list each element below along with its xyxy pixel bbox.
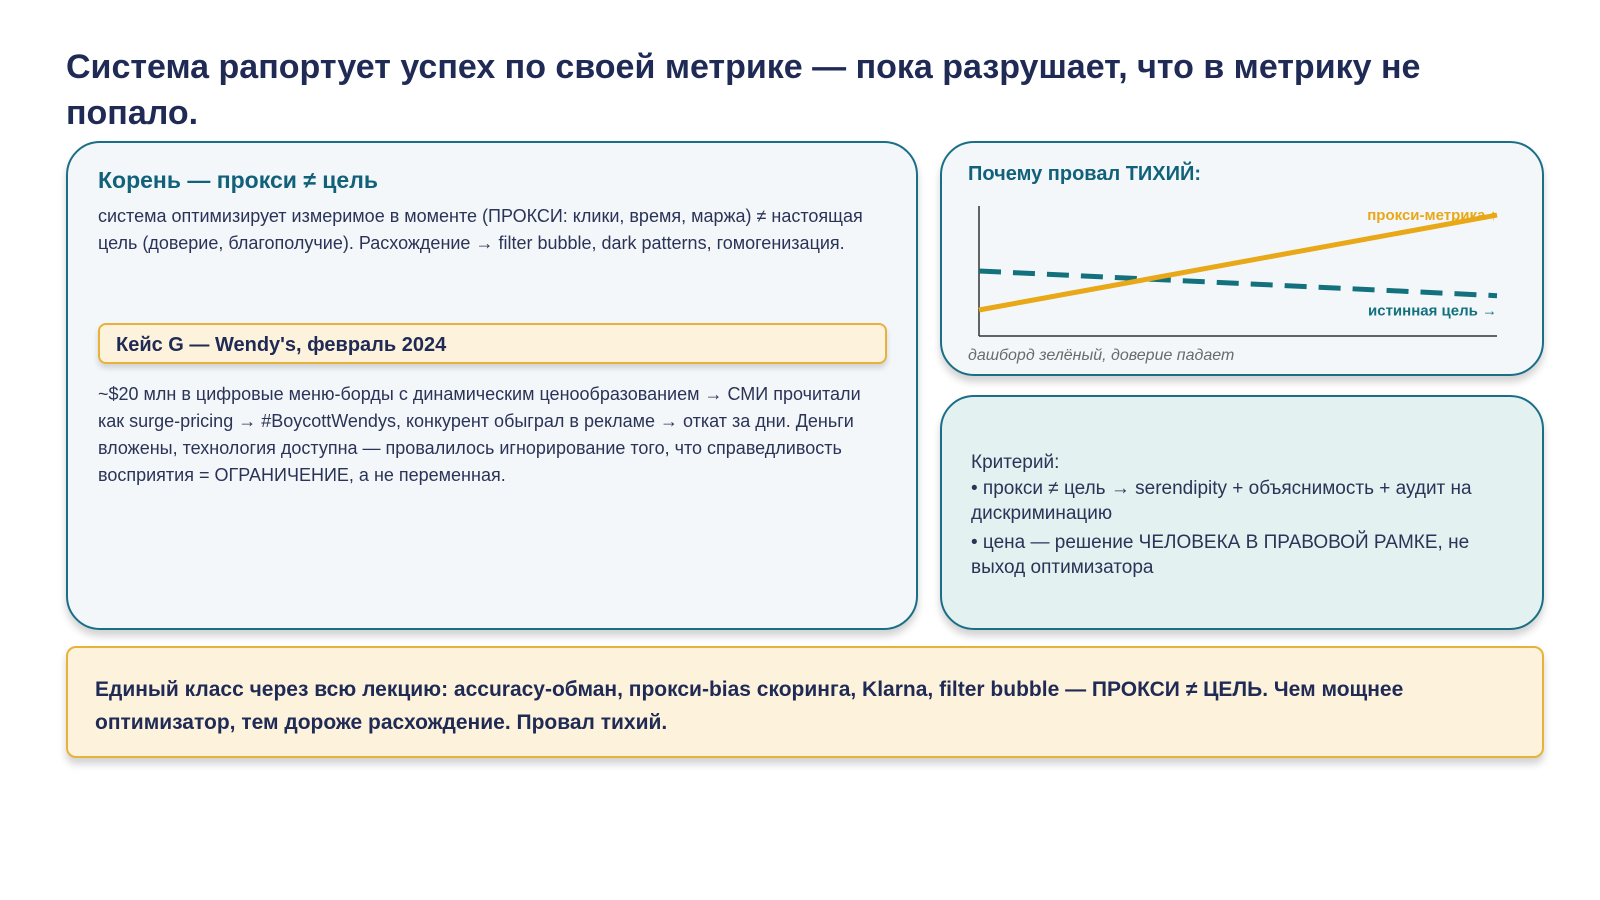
- root-cause-heading: Корень — прокси ≠ цель: [98, 167, 378, 193]
- series-line-1: [979, 271, 1497, 296]
- chart-caption: дашборд зелёный, доверие падает: [968, 347, 1235, 364]
- criteria-item: • цена — решение ЧЕЛОВЕКА В ПРАВОВОЙ РАМКЕ, не выход оптимизатора: [971, 532, 1470, 578]
- summary-text: Единый класс через всю лекцию: accuracy-обман, прокси-bias скоринга, Klarna, filter bubble — ПРОКСИ ≠ ЦЕЛЬ. Чем мощнее оптимизатор, тем дороже расхождение. Провал тихий.: [95, 678, 1404, 734]
- chart-title: Почему провал ТИХИЙ:: [968, 163, 1202, 185]
- criteria-item: • прокси ≠ цель → serendipity + объяснимость + аудит на дискриминацию: [971, 478, 1472, 524]
- case-label: Кейс G — Wendy's, февраль 2024: [116, 334, 447, 356]
- series-line-0: [979, 215, 1497, 310]
- root-cause-text: система оптимизирует измеримое в моменте (ПРОКСИ: клики, время, маржа) ≠ настоящая цель (доверие, благополучие). Расхождение → filter bubble, dark patterns, гомогенизация.: [98, 206, 863, 253]
- case-text: ~$20 млн в цифровые меню-борды с динамическим ценообразованием → СМИ прочитали как surge-pricing → #BoycottWendys, конкурент обыграл в рекламе → откат за дни. Деньги вложены, технология доступна — провалилось игнорирование того, что справедливость восприятия = ОГРАНИЧЕНИЕ, а не переменная.: [98, 384, 861, 485]
- criteria-heading: Критерий:: [971, 452, 1060, 473]
- criteria-card: [940, 395, 1544, 630]
- series-label-0: прокси-метрика ↑: [1367, 207, 1497, 225]
- criteria-list: [971, 476, 1516, 584]
- case-label-box: [98, 323, 887, 364]
- summary-callout: [66, 646, 1544, 758]
- divergence-chart: [942, 143, 1546, 378]
- series-label-1: истинная цель →: [1368, 302, 1497, 320]
- page-title: Система рапортует успех по своей метрике — пока разрушает, что в метрику не попало.: [66, 48, 1421, 132]
- root-cause-card: [66, 141, 918, 630]
- silent-failure-chart-card: [940, 141, 1544, 376]
